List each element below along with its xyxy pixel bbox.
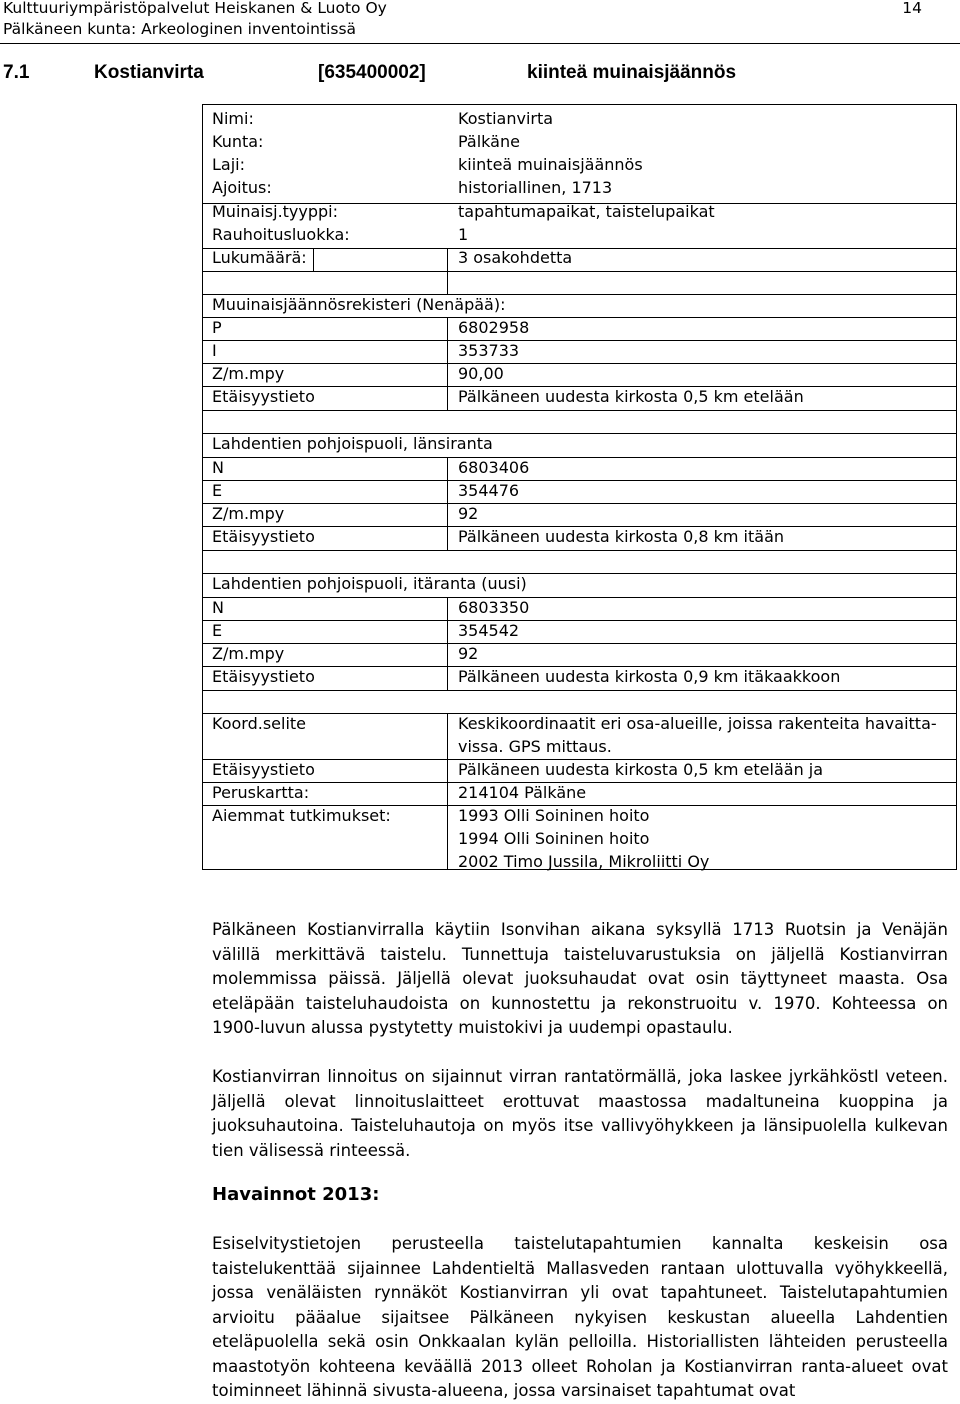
registry-label: Z/m.mpy xyxy=(212,364,285,383)
info-value: tapahtumapaikat, taistelupaikat xyxy=(458,202,715,221)
east-bank-value: 92 xyxy=(458,644,479,663)
paragraph-history: Pälkäneen Kostianvirralla käytiin Isonvihan aikana syksyllä 1713 Ruotsin ja Venäjän välillä merkittävä taistelu. Tunnettuja taisteluvarustuksia on jäljellä Kostianvirran molemmissa päissä. Jäljellä olevat juoksuhaudat ovat osin täyttyneet maasta. Osa eteläpään taisteluhaudoista on kunnostettu ja rekonstruoitu v. 1970. Kohteessa on 1900-luvun alussa pystytetty muistokivi ja uudempi opastaulu. xyxy=(212,920,948,1037)
info-label: Laji: xyxy=(212,155,245,174)
header-divider xyxy=(0,43,960,44)
observations-heading: Havainnot 2013: xyxy=(212,1184,380,1205)
studies-label: Aiemmat tutkimukset: xyxy=(212,806,391,825)
row-divider xyxy=(203,457,956,458)
row-divider xyxy=(203,526,956,527)
column-divider xyxy=(313,248,314,271)
info-value: Kostianvirta xyxy=(458,109,554,128)
east-bank-value: 354542 xyxy=(458,621,520,640)
registry-label: Etäisyystieto xyxy=(212,387,315,406)
koord-label: Koord.selite xyxy=(212,714,306,733)
row-divider xyxy=(203,340,956,341)
info-label: Ajoitus: xyxy=(212,178,272,197)
info-value: 3 osakohdetta xyxy=(458,248,573,267)
info-label: Kunta: xyxy=(212,132,264,151)
east-bank-title: Lahdentien pohjoispuoli, itäranta (uusi) xyxy=(212,574,527,593)
registry-value: 90,00 xyxy=(458,364,504,383)
info-value: historiallinen, 1713 xyxy=(458,178,613,197)
row-divider xyxy=(203,363,956,364)
east-bank-value: 6803350 xyxy=(458,598,530,617)
info-label: Nimi: xyxy=(212,109,254,128)
column-divider xyxy=(447,248,448,294)
header-report: Pälkäneen kunta: Arkeologinen inventointissä xyxy=(3,20,357,38)
paragraph-observations: Esiselvitystietojen perusteella taistelutapahtumien kannalta keskeisin osa taistelukenttää sijainnee Lahdentieltä Mallasveden rantaan ulottuvalla vyöhykkeellä, jossa venäläisten rynnäköt Kostianvirran yli ovat tapahtuneet. Taistelutapahtumien arvioitu pääalue sijaitsee Pälkäneen nykyisen keskustan alueella Lahdentien eteläpuolella sekä osin Onkkaalan kylän pelloilla. Historiallisten lähteiden perusteella maastotyön kohteena keväällä 2013 olleet Roholan ja Kostianvirran ranta-alueet ovat toiminneet lähinnä sivusta-alueena, jossa varsinaiset tapahtumat ovat xyxy=(212,1234,948,1400)
row-divider xyxy=(203,666,956,667)
info-value: Pälkäne xyxy=(458,132,520,151)
west-bank-label: Etäisyystieto xyxy=(212,527,315,546)
section-name: Kostianvirta xyxy=(94,62,204,83)
row-divider xyxy=(203,480,956,481)
west-bank-label: Z/m.mpy xyxy=(212,504,285,523)
site-info-table xyxy=(202,104,957,870)
info-label: Rauhoitusluokka: xyxy=(212,225,350,244)
info-value: 1 xyxy=(458,225,469,244)
row-divider xyxy=(203,410,956,411)
registry-value: 353733 xyxy=(458,341,520,360)
row-divider xyxy=(203,271,956,272)
west-bank-value: 6803406 xyxy=(458,458,530,477)
column-divider xyxy=(447,457,448,550)
east-bank-label: Etäisyystieto xyxy=(212,667,315,686)
row-divider xyxy=(203,317,956,318)
header-company: Kulttuuriympäristöpalvelut Heiskanen & Luoto Oy xyxy=(3,0,387,17)
registry-title: Muuinaisjäännösrekisteri (Nenäpää): xyxy=(212,295,506,314)
row-divider xyxy=(203,203,956,204)
column-divider xyxy=(447,317,448,410)
west-bank-label: E xyxy=(212,481,223,500)
info-label: Lukumäärä: xyxy=(212,248,307,267)
row-divider xyxy=(203,248,956,249)
section-number: 7.1 xyxy=(3,62,30,83)
page-number: 14 xyxy=(902,0,922,17)
koord-value: Keskikoordinaatit eri osa-alueille, joissa rakenteita havaitta- xyxy=(458,714,937,733)
study-item: 1994 Olli Soininen hoito xyxy=(458,829,650,848)
column-divider xyxy=(447,597,448,690)
info-value: kiinteä muinaisjäännös xyxy=(458,155,643,174)
distance-value: Pälkäneen uudesta kirkosta 0,5 km etelään ja xyxy=(458,760,824,779)
map-value: 214104 Pälkäne xyxy=(458,783,587,802)
section-code: [635400002] xyxy=(318,62,426,83)
registry-value: 6802958 xyxy=(458,318,530,337)
registry-label: I xyxy=(212,341,217,360)
registry-value: Pälkäneen uudesta kirkosta 0,5 km etelään xyxy=(458,387,804,406)
column-divider xyxy=(447,713,448,869)
study-item: 1993 Olli Soininen hoito xyxy=(458,806,650,825)
row-divider xyxy=(203,620,956,621)
east-bank-value: Pälkäneen uudesta kirkosta 0,9 km itäkaakkoon xyxy=(458,667,841,686)
registry-label: P xyxy=(212,318,222,337)
east-bank-label: E xyxy=(212,621,223,640)
west-bank-value: 92 xyxy=(458,504,479,523)
west-bank-label: N xyxy=(212,458,224,477)
section-type: kiinteä muinaisjäännös xyxy=(527,62,737,83)
east-bank-label: N xyxy=(212,598,224,617)
west-bank-title: Lahdentien pohjoispuoli, länsiranta xyxy=(212,434,493,453)
row-divider xyxy=(203,597,956,598)
row-divider xyxy=(203,503,956,504)
info-label: Muinaisj.tyyppi: xyxy=(212,202,339,221)
row-divider xyxy=(203,386,956,387)
distance-label: Etäisyystieto xyxy=(212,760,315,779)
row-divider xyxy=(203,690,956,691)
map-label: Peruskartta: xyxy=(212,783,310,802)
row-divider xyxy=(203,550,956,551)
east-bank-label: Z/m.mpy xyxy=(212,644,285,663)
row-divider xyxy=(203,643,956,644)
paragraph-fortification: Kostianvirran linnoitus on sijainnut virran rantatörmällä, joka laskee jyrkähköstI veteen. Jäljellä olevat linnoituslaitteet erottuvat maastossa madaltuneina kuoppina ja juoksuhautoina. Taisteluhautoja on myös itse vallivyöhykkeen ja länsipuolella kulkevan tien välisessä rinteessä. xyxy=(212,1067,948,1160)
study-item: 2002 Timo Jussila, Mikroliitti Oy xyxy=(458,852,710,871)
koord-value-cont: vissa. GPS mittaus. xyxy=(458,737,612,756)
west-bank-value: 354476 xyxy=(458,481,520,500)
west-bank-value: Pälkäneen uudesta kirkosta 0,8 km itään xyxy=(458,527,785,546)
